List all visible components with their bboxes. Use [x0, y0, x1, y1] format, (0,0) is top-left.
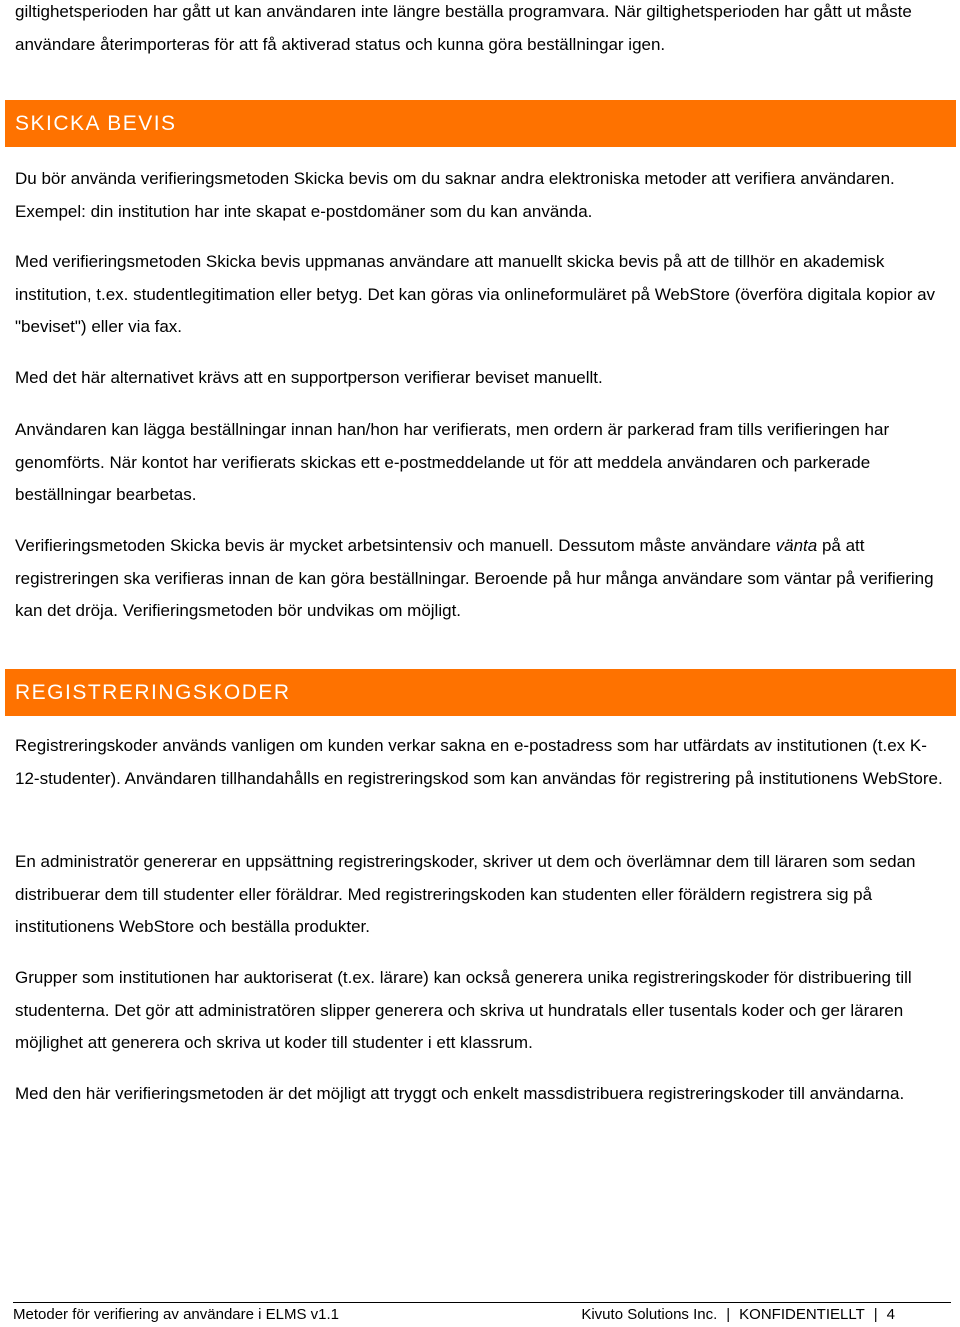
- paragraph-reg-4: Med den här verifieringsmetoden är det möjligt att tryggt och enkelt massdistribuera registreringskoder till användarna.: [15, 1084, 905, 1103]
- paragraph-reg-1: Registreringskoder används vanligen om kunden verkar sakna en e-postadress som har utfärdats av institutionen (t.ex K-12-studenter). Användaren tillhandahålls en registreringskod som kan användas för registrering på institutionens WebStore.: [15, 736, 943, 788]
- footer-document-title: Metoder för verifiering av användare i ELMS v1.1: [13, 1306, 339, 1323]
- footer-confidential: KONFIDENTIELLT: [739, 1306, 865, 1323]
- section-heading-registreringskoder: REGISTRERINGSKODER: [5, 669, 956, 716]
- paragraph-skicka-4: Användaren kan lägga beställningar innan han/hon har verifierats, men ordern är parkerad fram tills verifieringen har genomförts. När kontot har verifierats skickas ett e-postmeddelande ut för att meddela användaren och parkerade beställningar bearbetas.: [15, 420, 890, 504]
- emphasis-vanta: vänta: [775, 536, 818, 555]
- footer-page-number: 4: [886, 1306, 895, 1323]
- paragraph-skicka-2: Med verifieringsmetoden Skicka bevis uppmanas användare att manuellt skicka bevis på att de tillhör en akademisk institution, t.ex. studentlegitimation eller betyg. Det kan göras via onlineformuläret på WebStore (överföra digitala kopior av "beviset") eller via fax.: [15, 252, 936, 336]
- footer-separator: |: [726, 1306, 731, 1323]
- paragraph-skicka-3: Med det här alternativet krävs att en supportperson verifierar beviset manuellt.: [15, 368, 603, 387]
- paragraph-reg-3: Grupper som institutionen har auktoriserat (t.ex. lärare) kan också generera unika registreringskoder för distribuering till studenterna. Det gör att administratören slipper generera och skriva ut hundratals eller tusentals koder och ger läraren möjlighet att generera och skriva ut koder till studenter i ett klassrum.: [15, 968, 912, 1052]
- footer-company: Kivuto Solutions Inc.: [581, 1306, 718, 1323]
- paragraph-skicka-5-text-b: på att registreringen ska verifieras innan de kan göra beställningar. Beroende på hur många användare som väntar på verifiering kan det dröja. Verifieringsmetoden bör undvikas om möjligt.: [15, 536, 934, 620]
- paragraph-reg-2: En administratör genererar en uppsättning registreringskoder, skriver ut dem och överlämnar dem till läraren som sedan distribuerar dem till studenter eller föräldrar. Med registreringskoden kan studenten eller föräldern registrera sig på institutionens WebStore och beställa produkter.: [15, 852, 916, 936]
- paragraph-skicka-5-text-a: Verifieringsmetoden Skicka bevis är mycket arbetsintensiv och manuell. Dessutom måste användare: [15, 536, 776, 555]
- intro-paragraph: giltighetsperioden har gått ut kan användaren inte längre beställa programvara. När giltighetsperioden har gått ut måste användare återimporteras för att få aktiverad status och kunna göra beställningar igen.: [15, 2, 912, 54]
- section-heading-skicka-bevis: SKICKA BEVIS: [5, 100, 956, 147]
- footer-separator: |: [873, 1306, 878, 1323]
- footer-meta: [581, 1304, 895, 1326]
- paragraph-skicka-5: [15, 530, 945, 628]
- page-footer: [13, 1302, 951, 1325]
- paragraph-skicka-1: Du bör använda verifieringsmetoden Skicka bevis om du saknar andra elektroniska metoder att verifiera användaren. Exempel: din institution har inte skapat e-postdomäner som du kan använda.: [15, 169, 895, 221]
